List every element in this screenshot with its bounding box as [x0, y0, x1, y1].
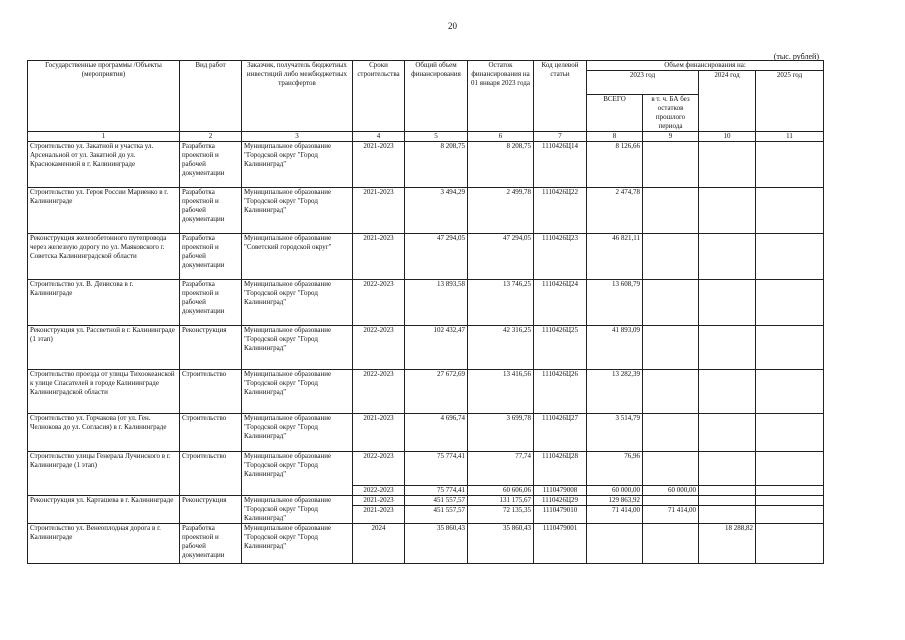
col-number: 9 [643, 132, 699, 142]
header-programs: Государственные программы /Объекты (мероприятия) [28, 61, 180, 132]
work-type: Строительство [180, 452, 242, 496]
period: 2021-2023 [353, 234, 405, 280]
funding-2025 [756, 506, 824, 524]
table-row [28, 142, 824, 188]
customer: Муниципальное образование "Городской округ "Город Калининград" [242, 414, 353, 452]
funding-2023-ba [643, 188, 699, 234]
funding-2023-ba: 60 000,00 [643, 486, 699, 496]
funding-2023-ba [643, 234, 699, 280]
header-remainder: Остаток финансирования на 01 января 2023 года [468, 61, 534, 132]
target-code: 1110426Ц25 [534, 326, 587, 370]
remainder: 60 606,06 [468, 486, 534, 496]
funding-2024 [699, 234, 756, 280]
funding-2023: 46 821,11 [587, 234, 643, 280]
object-name: Строительство улицы Генерала Лучинского в г. Калининграде (1 этап) [28, 452, 180, 496]
work-type: Разработка проектной и рабочей документации [180, 234, 242, 280]
period: 2022-2023 [353, 280, 405, 326]
remainder: 47 294,05 [468, 234, 534, 280]
object-name: Реконструкция ул. Рассветной в г. Калининграде (1 этап) [28, 326, 180, 370]
total-volume: 4 696,74 [405, 414, 468, 452]
funding-2023-ba [643, 142, 699, 188]
remainder: 13 746,25 [468, 280, 534, 326]
total-volume: 3 494,29 [405, 188, 468, 234]
total-volume: 75 774,41 [405, 486, 468, 496]
col-number: 8 [587, 132, 643, 142]
funding-2023: 71 414,00 [587, 506, 643, 524]
funding-2025 [756, 496, 824, 506]
remainder: 131 175,67 [468, 496, 534, 506]
period: 2024 [353, 524, 405, 564]
remainder: 2 499,78 [468, 188, 534, 234]
customer: Муниципальное образование "Городской округ "Город Калининград" [242, 188, 353, 234]
remainder: 13 416,56 [468, 370, 534, 414]
funding-2023: 13 608,79 [587, 280, 643, 326]
funding-2025 [756, 486, 824, 496]
header-2025: 2025 год [756, 71, 824, 132]
work-type: Реконструкция [180, 496, 242, 524]
total-volume: 451 557,57 [405, 506, 468, 524]
period: 2021-2023 [353, 506, 405, 524]
funding-2024 [699, 506, 756, 524]
funding-2023: 41 893,09 [587, 326, 643, 370]
funding-2023: 129 863,92 [587, 496, 643, 506]
funding-2023: 2 474,78 [587, 188, 643, 234]
col-number: 2 [180, 132, 242, 142]
funding-2023-ba: 71 414,00 [643, 506, 699, 524]
funding-2024 [699, 496, 756, 506]
funding-2025 [756, 188, 824, 234]
col-number: 10 [699, 132, 756, 142]
funding-2024 [699, 370, 756, 414]
remainder: 3 699,78 [468, 414, 534, 452]
customer: Муниципальное образование "Городской округ "Город Калининград" [242, 280, 353, 326]
total-volume: 451 557,57 [405, 496, 468, 506]
customer: Муниципальное образование "Городской округ "Город Калининград" [242, 524, 353, 564]
funding-2023-ba [643, 452, 699, 486]
remainder: 35 860,43 [468, 524, 534, 564]
table-row [28, 188, 824, 234]
period: 2022-2023 [353, 452, 405, 486]
header-work-type: Вид работ [180, 61, 242, 132]
period: 2022-2023 [353, 326, 405, 370]
funding-2023-ba [643, 326, 699, 370]
header-funding: Объем финансирования на: [587, 61, 824, 71]
period: 2021-2023 [353, 142, 405, 188]
col-number: 5 [405, 132, 468, 142]
table-row [28, 524, 824, 564]
funding-2025 [756, 142, 824, 188]
table-row [28, 280, 824, 326]
funding-2024 [699, 326, 756, 370]
table-row [28, 452, 824, 486]
work-type: Строительство [180, 370, 242, 414]
funding-2025 [756, 452, 824, 486]
work-type: Разработка проектной и рабочей документации [180, 142, 242, 188]
target-code: 1110426Ц26 [534, 370, 587, 414]
units-label: (тыс. рублей) [773, 52, 819, 61]
funding-2023: 13 282,39 [587, 370, 643, 414]
funding-2024: 18 288,82 [699, 524, 756, 564]
page-number: 20 [448, 21, 457, 31]
funding-2024 [699, 414, 756, 452]
total-volume: 27 672,69 [405, 370, 468, 414]
col-number: 6 [468, 132, 534, 142]
funding-2025 [756, 414, 824, 452]
target-code: 1110426Ц29 [534, 496, 587, 506]
col-number: 4 [353, 132, 405, 142]
work-type: Разработка проектной и рабочей документации [180, 280, 242, 326]
header-2023-ba: в т. ч. БА без остатков прошлого периода [643, 95, 699, 132]
table-row [28, 414, 824, 452]
funding-2023-ba [643, 280, 699, 326]
funding-2023-ba [643, 414, 699, 452]
funding-2024 [699, 486, 756, 496]
target-code: 1110479010 [534, 506, 587, 524]
target-code: 1110426Ц28 [534, 452, 587, 486]
target-code: 1110479008 [534, 486, 587, 496]
object-name: Строительство ул. Героя России Мариенко в г. Калининграде [28, 188, 180, 234]
funding-2025 [756, 524, 824, 564]
total-volume: 35 860,43 [405, 524, 468, 564]
funding-2023 [587, 524, 643, 564]
object-name: Реконструкция ул. Карташева в г. Калининграде [28, 496, 180, 524]
header-target-code: Код целевой статьи [534, 61, 587, 132]
object-name: Строительство ул. Венеоплодная дорога в г. Калининграде [28, 524, 180, 564]
work-type: Реконструкция [180, 326, 242, 370]
funding-2023: 8 126,66 [587, 142, 643, 188]
work-type: Разработка проектной и рабочей документации [180, 524, 242, 564]
funding-2025 [756, 280, 824, 326]
target-code: 1110426Ц24 [534, 280, 587, 326]
table-row [28, 234, 824, 280]
funding-2024 [699, 452, 756, 486]
customer: Муниципальное образование "Городской округ "Город Калининград" [242, 370, 353, 414]
period: 2022-2023 [353, 486, 405, 496]
period: 2022-2023 [353, 370, 405, 414]
target-code: 1110426Ц14 [534, 142, 587, 188]
funding-2023-ba [643, 524, 699, 564]
header-period: Сроки строительства [353, 61, 405, 132]
col-number: 7 [534, 132, 587, 142]
header-2023-total: ВСЕГО [587, 95, 643, 132]
total-volume: 8 208,75 [405, 142, 468, 188]
header-total-volume: Общий объем финансирования [405, 61, 468, 132]
period: 2021-2023 [353, 188, 405, 234]
customer: Муниципальное образование "Городской округ "Город Калининград" [242, 142, 353, 188]
funding-2023: 76,96 [587, 452, 643, 486]
table-row [28, 496, 824, 506]
funding-2024 [699, 188, 756, 234]
remainder: 42 316,25 [468, 326, 534, 370]
col-number: 11 [756, 132, 824, 142]
col-number: 3 [242, 132, 353, 142]
total-volume: 47 294,05 [405, 234, 468, 280]
header-customer: Заказчик, получатель бюджетных инвестиций либо межбюджетных трансфертов [242, 61, 353, 132]
work-type: Разработка проектной и рабочей документации [180, 188, 242, 234]
financing-table [27, 60, 824, 564]
funding-2023: 60 000,00 [587, 486, 643, 496]
customer: Муниципальное образование "Городской округ "Город Калининград" [242, 496, 353, 524]
customer: Муниципальное образование "Городской округ "Город Калининград" [242, 452, 353, 496]
target-code: 1110479001 [534, 524, 587, 564]
remainder: 77,74 [468, 452, 534, 486]
period: 2021-2023 [353, 496, 405, 506]
funding-2024 [699, 142, 756, 188]
col-number: 1 [28, 132, 180, 142]
object-name: Строительство ул. Горчакова (от ул. Ген. Челнокова до ул. Согласия) в г. Калининграде [28, 414, 180, 452]
total-volume: 75 774,41 [405, 452, 468, 486]
target-code: 1110426Ц22 [534, 188, 587, 234]
funding-2025 [756, 326, 824, 370]
object-name: Строительство проезда от улицы Тихоокеанской к улице Спасателей в городе Калининграде Калининградской области [28, 370, 180, 414]
remainder: 72 135,35 [468, 506, 534, 524]
work-type: Строительство [180, 414, 242, 452]
object-name: Строительство ул. В. Денисова в г. Калининграде [28, 280, 180, 326]
total-volume: 102 432,47 [405, 326, 468, 370]
customer: Муниципальное образование "Городской округ "Город Калининград" [242, 326, 353, 370]
period: 2021-2023 [353, 414, 405, 452]
customer: Муниципальное образование "Советский городской округ" [242, 234, 353, 280]
object-name: Реконструкция железобетонного путепровода через железную дорогу по ул. Маяковского г. Советска Калининградской области [28, 234, 180, 280]
funding-2023-ba [643, 370, 699, 414]
object-name: Строительство ул. Закатной и участка ул. Арсенальной от ул. Закатной до ул. Краснокаменной в г. Калининграде [28, 142, 180, 188]
total-volume: 13 893,58 [405, 280, 468, 326]
funding-2025 [756, 370, 824, 414]
remainder: 8 208,75 [468, 142, 534, 188]
funding-2024 [699, 280, 756, 326]
table-row [28, 370, 824, 414]
table-row [28, 326, 824, 370]
header-2024: 2024 год [699, 71, 756, 132]
funding-2023-ba [643, 496, 699, 506]
header-2023: 2023 год [587, 71, 699, 95]
funding-2025 [756, 234, 824, 280]
funding-2023: 3 514,79 [587, 414, 643, 452]
target-code: 1110426Ц23 [534, 234, 587, 280]
target-code: 1110426Ц27 [534, 414, 587, 452]
